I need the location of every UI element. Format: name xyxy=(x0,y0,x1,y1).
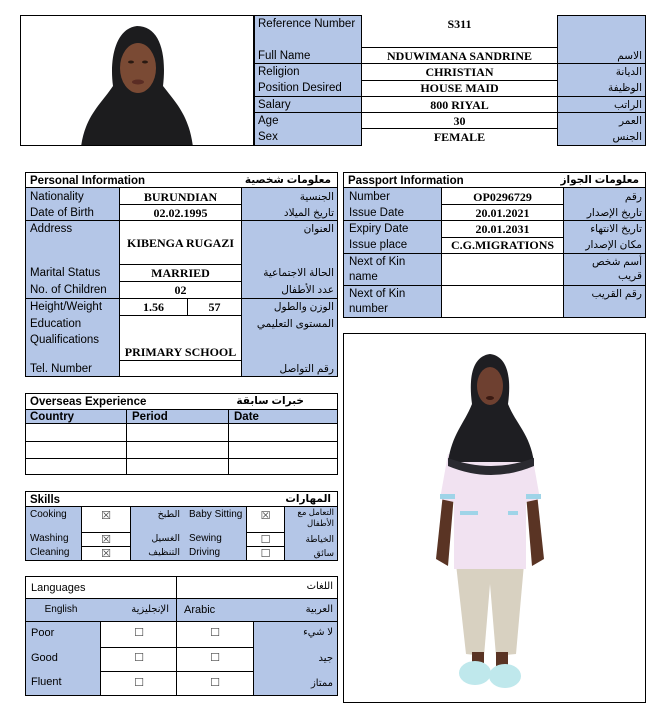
kin-number-label-2: number xyxy=(349,303,388,315)
level-fluent-arabic: ممتاز xyxy=(310,678,333,689)
languages-title: Languages xyxy=(31,582,86,594)
skill-sewing-arabic: الخياطة xyxy=(305,534,334,544)
religion-value: CHRISTIAN xyxy=(425,65,494,79)
expiry-date-value: 20.01.2031 xyxy=(475,222,530,236)
portrait-photo xyxy=(20,15,254,146)
position-arabic: الوظيفة xyxy=(607,82,642,94)
level-poor-arabic-checkbox[interactable]: ☐ xyxy=(210,627,220,639)
issue-place-label: Issue place xyxy=(349,239,408,251)
skill-cooking-label: Cooking xyxy=(30,509,67,520)
skills-title-arabic: المهارات xyxy=(285,493,331,505)
overseas-title-arabic: خبرات سابقة xyxy=(236,395,304,407)
children-value: 02 xyxy=(174,283,187,297)
position-value: HOUSE MAID xyxy=(420,81,499,95)
education-arabic: المستوى التعليمي xyxy=(256,318,334,330)
skill-washing-arabic: الغسيل xyxy=(151,533,180,544)
salary-arabic: الراتب xyxy=(613,99,642,111)
expiry-date-arabic: تاريخ الانتهاء xyxy=(590,223,642,235)
skill-sewing-checkbox[interactable]: ☐ xyxy=(260,534,271,546)
height-weight-arabic: الوزن والطول xyxy=(273,301,334,313)
personal-info-title: Personal Information xyxy=(30,175,146,187)
level-good-label: Good xyxy=(31,652,58,664)
salary-value: 800 RIYAL xyxy=(430,98,489,112)
kin-name-label-2: name xyxy=(349,271,378,283)
height-weight-label: Height/Weight xyxy=(30,301,103,313)
weight-value: 57 xyxy=(208,300,221,314)
education-label-1: Education xyxy=(30,318,82,330)
kin-name-arabic-2: قريب xyxy=(617,270,642,282)
salary-label: Salary xyxy=(258,99,291,111)
skill-babysitting-checkbox[interactable]: ☒ xyxy=(260,510,271,522)
sex-arabic: الجنس xyxy=(612,131,642,143)
position-label: Position Desired xyxy=(258,82,342,94)
lang-arabic-arabic: العربية xyxy=(305,604,333,615)
religion-label: Religion xyxy=(258,66,300,78)
issue-place-value: C.G.MIGRATIONS xyxy=(450,238,555,252)
passport-info-title-arabic: معلومات الجواز xyxy=(560,174,639,186)
overseas-col-date: Date xyxy=(234,411,259,423)
age-arabic: العمر xyxy=(618,115,642,127)
skill-washing-checkbox[interactable]: ☒ xyxy=(101,534,111,546)
full-body-photo xyxy=(343,333,646,703)
passport-number-value: OP0296729 xyxy=(473,190,532,204)
overseas-col-country: Country xyxy=(30,411,75,423)
dob-label: Date of Birth xyxy=(30,207,94,219)
address-arabic: العنوان xyxy=(303,223,334,235)
dob-arabic: تاريخ الميلاد xyxy=(283,207,334,219)
skill-babysitting-arabic-2: الأطفال xyxy=(306,518,334,528)
children-label: No. of Children xyxy=(30,284,107,296)
education-value: PRIMARY SCHOOL xyxy=(124,345,237,359)
issue-date-arabic: تاريخ الإصدار xyxy=(586,207,642,219)
skill-babysitting-label: Baby Sitting xyxy=(189,509,243,520)
full-name-value: NDUWIMANA SANDRINE xyxy=(386,49,532,63)
kin-name-arabic-1: أسم شخص xyxy=(591,256,642,268)
issue-date-value: 20.01.2021 xyxy=(475,206,530,220)
level-poor-label: Poor xyxy=(31,627,55,639)
skill-driving-label: Driving xyxy=(189,547,221,558)
children-arabic: عدد الأطفال xyxy=(281,284,334,296)
overseas-col-period: Period xyxy=(132,411,168,423)
level-poor-english-checkbox[interactable]: ☐ xyxy=(134,627,144,639)
full-name-label: Full Name xyxy=(258,50,311,62)
issue-date-label: Issue Date xyxy=(349,207,404,219)
lang-english-label: English xyxy=(44,604,78,615)
reference-label: Reference Number xyxy=(258,18,356,30)
skill-sewing-label: Sewing xyxy=(189,533,222,544)
kin-number-label-1: Next of Kin xyxy=(349,288,406,300)
skill-cooking-arabic: الطبخ xyxy=(157,509,180,520)
marital-status-arabic: الحالة الاجتماعية xyxy=(263,267,334,279)
nationality-value: BURUNDIAN xyxy=(143,190,218,204)
sex-value: FEMALE xyxy=(433,130,486,144)
expiry-date-label: Expiry Date xyxy=(349,223,409,235)
languages-title-arabic: اللغات xyxy=(306,581,333,592)
skill-driving-checkbox[interactable]: ☐ xyxy=(260,548,271,560)
religion-arabic: الديانة xyxy=(615,66,642,78)
skill-cooking-checkbox[interactable]: ☒ xyxy=(101,510,111,522)
skills-title: Skills xyxy=(30,494,61,506)
tel-label: Tel. Number xyxy=(30,363,92,375)
personal-info-title-arabic: معلومات شخصية xyxy=(244,174,331,186)
portrait-photo-image xyxy=(21,16,254,146)
marital-status-label: Marital Status xyxy=(30,267,101,279)
age-value: 30 xyxy=(453,114,466,128)
skill-driving-arabic: سائق xyxy=(313,548,334,558)
level-fluent-arabic-checkbox[interactable]: ☐ xyxy=(210,677,220,689)
skill-washing-label: Washing xyxy=(30,533,69,544)
skill-cleaning-label: Cleaning xyxy=(30,547,70,558)
level-fluent-label: Fluent xyxy=(31,676,62,688)
kin-name-label-1: Next of Kin xyxy=(349,256,406,268)
lang-arabic-label: Arabic xyxy=(184,604,216,616)
passport-number-label: Number xyxy=(349,191,390,203)
level-good-english-checkbox[interactable]: ☐ xyxy=(134,652,144,664)
passport-info-title: Passport Information xyxy=(348,175,464,187)
age-label: Age xyxy=(258,115,279,127)
marital-status-value: MARRIED xyxy=(151,266,210,280)
skill-cleaning-checkbox[interactable]: ☒ xyxy=(101,548,111,560)
skill-cleaning-arabic: التنظيف xyxy=(148,547,180,558)
nationality-arabic: الجنسية xyxy=(299,191,334,203)
skill-babysitting-arabic-1: التعامل مع xyxy=(297,507,334,517)
address-label: Address xyxy=(30,223,73,235)
tel-arabic: رقم التواصل xyxy=(279,363,334,375)
height-value: 1.56 xyxy=(143,300,164,314)
full-name-arabic: الاسم xyxy=(617,50,642,62)
kin-number-arabic: رقم القريب xyxy=(591,288,642,300)
overseas-title: Overseas Experience xyxy=(30,396,147,408)
sex-label: Sex xyxy=(258,131,278,143)
address-value: KIBENGA RUGAZI xyxy=(126,236,235,250)
level-good-arabic-checkbox[interactable]: ☐ xyxy=(210,652,220,664)
nationality-label: Nationality xyxy=(30,191,84,203)
level-poor-arabic: لا شيء xyxy=(303,627,333,638)
lang-english-arabic: الإنجليزية xyxy=(131,604,169,615)
level-good-arabic: جيد xyxy=(318,653,333,664)
dob-value: 02.02.1995 xyxy=(153,206,208,220)
passport-number-arabic: رقم xyxy=(624,191,642,203)
full-body-photo-image xyxy=(344,334,646,703)
reference-value: S311 xyxy=(447,17,472,31)
level-fluent-english-checkbox[interactable]: ☐ xyxy=(134,677,144,689)
issue-place-arabic: مكان الإصدار xyxy=(585,239,642,251)
education-label-2: Qualifications xyxy=(30,334,100,346)
